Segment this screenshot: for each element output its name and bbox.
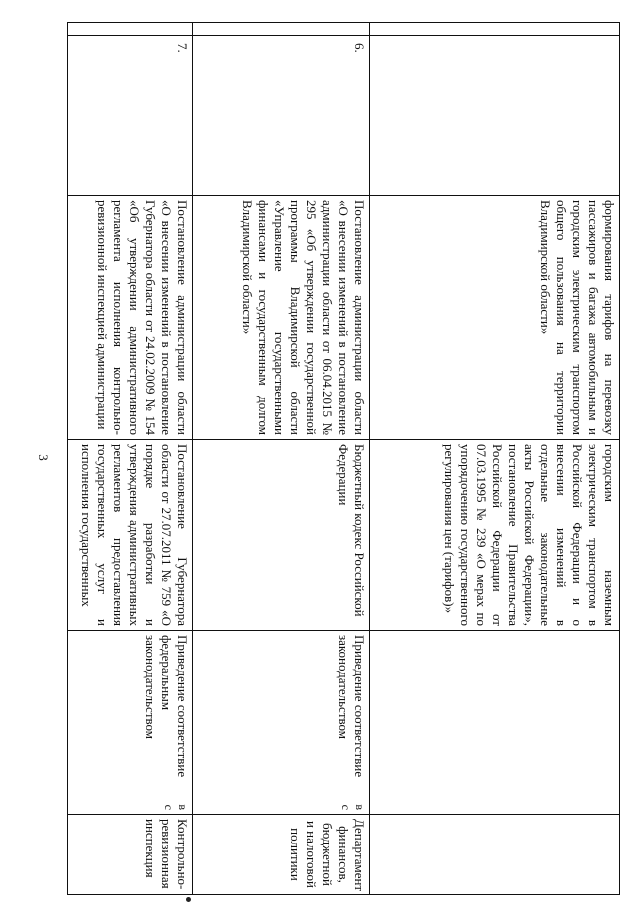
legal-act-cell: Постановление администрации области «О внесении изменений в постановление администрации области от 06.04.2015 № 295 «Об утверждении государственной программы Владимирской области «Управление государственными финансами и государственным долгом Владимирской области» bbox=[193, 196, 370, 440]
reason-cell bbox=[370, 631, 620, 815]
legal-act-cell: Постановление администрации области «О внесении изменений в постановление Губернатора области от 24.02.2009 № 154 «Об утверждении административного регламента исполнения контрольно-ревизионной инспекцией администрации bbox=[68, 196, 193, 440]
responsible-cell bbox=[370, 815, 620, 895]
blank-cell bbox=[370, 23, 620, 36]
page-number: 3 bbox=[35, 454, 51, 461]
table-row bbox=[193, 23, 370, 895]
side-letter: в bbox=[353, 804, 367, 810]
reason-side-letters bbox=[162, 804, 190, 810]
side-letter: с bbox=[339, 804, 353, 810]
reason-cell bbox=[193, 631, 370, 815]
legal-basis-cell: Постановление Губернатора области от 27.07.2011 № 759 «О порядке разработки и утверждения административных регламентов предоставления государственных услуг и исполнения государственных bbox=[68, 440, 193, 631]
row-number: 7. bbox=[68, 36, 193, 196]
legal-basis-cell: Бюджетный кодекс Российской Федерации bbox=[193, 440, 370, 631]
reason-cell bbox=[68, 631, 193, 815]
row-number: 6. bbox=[193, 36, 370, 196]
legal-act-cell: формирования тарифов на перевозку пассажиров и багажа автомобильным и городским электрическим транспортом общего пользования на территории Владимирской области» bbox=[370, 196, 620, 440]
responsible-cell: Контрольно-ревизионная инспекция bbox=[68, 815, 193, 895]
blank-cell bbox=[68, 23, 193, 36]
reason-text: Приведение соответствие федеральным законодательством bbox=[143, 635, 190, 778]
blank-cell bbox=[193, 23, 370, 36]
plan-table bbox=[67, 22, 620, 895]
row-number bbox=[370, 36, 620, 196]
reason-text: Приведение соответствие законодательством bbox=[336, 635, 367, 778]
responsible-cell: Департамент финансов, бюджетной и налоговой политики bbox=[193, 815, 370, 895]
side-letter: в bbox=[176, 804, 190, 810]
legal-basis-cell: городским наземным электрическим транспортом в Российской Федерации и о внесении изменений в отдельные законодательные акты Российской Федерации», постановление Правительства Российской Федерации от 07.03.1995 № 239 «О мерах по упорядочению государственного регулирования цен (тарифов)» bbox=[370, 440, 620, 631]
table-row bbox=[68, 23, 193, 895]
rotated-table-wrapper bbox=[68, 22, 620, 894]
scan-dot bbox=[186, 897, 191, 902]
table-row bbox=[370, 23, 620, 895]
side-letter: с bbox=[162, 804, 176, 810]
reason-side-letters bbox=[339, 804, 367, 810]
